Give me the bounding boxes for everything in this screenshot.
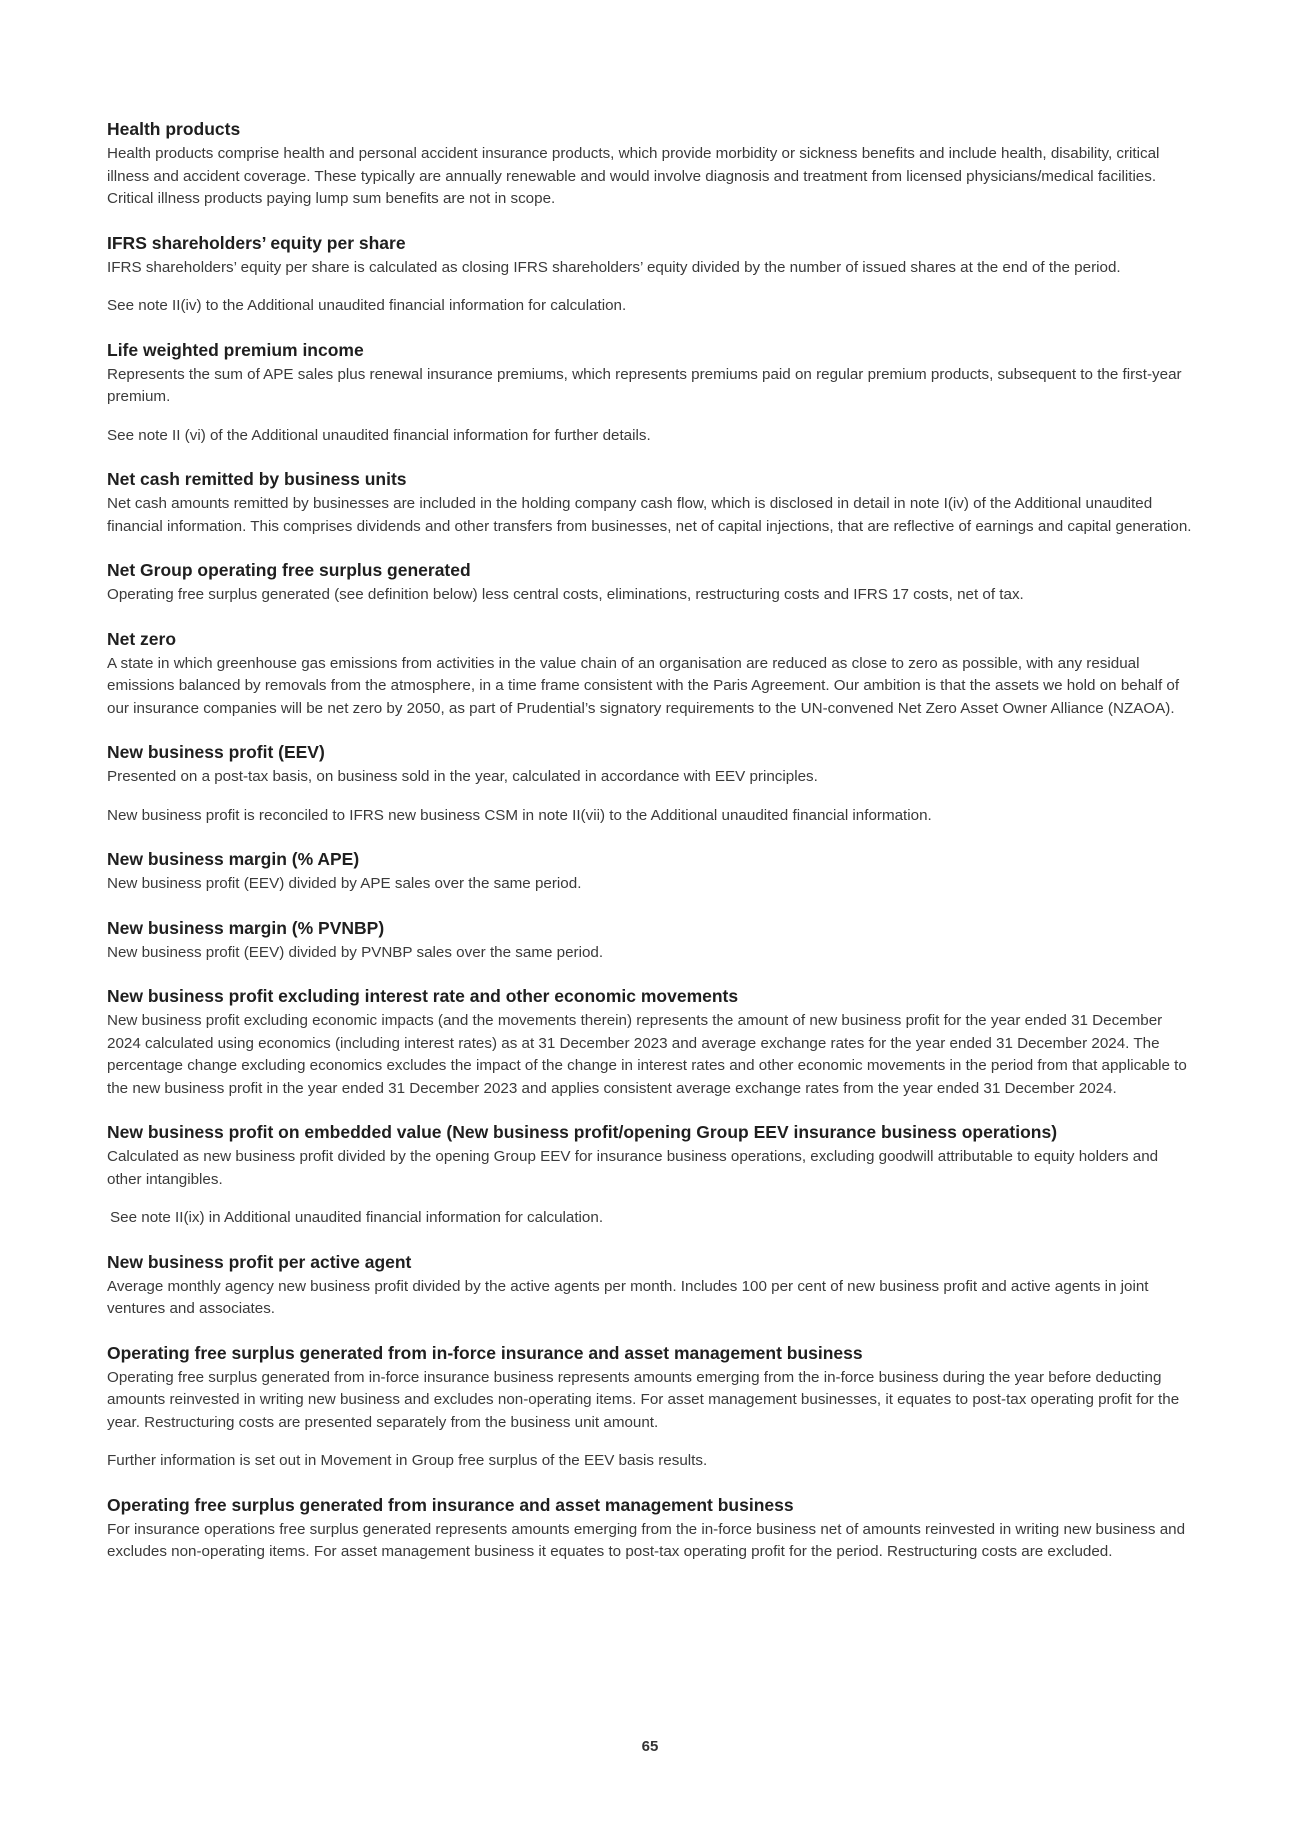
entry-health-products: [107, 118, 1195, 211]
entry-nbp-on-embedded-value: [107, 1121, 1195, 1230]
entry-nbp-per-active-agent: [107, 1251, 1195, 1321]
entry-paragraph: A state in which greenhouse gas emissions from activities in the value chain of an organisation are reduced as close to zero as possible, with any residual emissions balanced by removals from the atmosphere, in a time frame consistent with the Paris Agreement. Our ambition is that the assets we hold on behalf of our insurance companies will be net zero by 2050, as part of Prudential’s signatory requirements to the UN-convened Net Zero Asset Owner Alliance (NZAOA).: [107, 654, 1180, 717]
entry-paragraph: Operating free surplus generated (see definition below) less central costs, eliminations, restructuring costs and IFRS 17 costs, net of tax.: [107, 586, 1024, 603]
entry-paragraph: See note II (vi) of the Additional unaudited financial information for further details.: [107, 426, 651, 444]
entry-ofs-insurance-asset-management: [107, 1494, 1195, 1564]
entry-paragraph: New business profit (EEV) divided by APE sales over the same period.: [107, 875, 582, 892]
entry-title: New business profit (EEV): [107, 742, 325, 762]
entry-paragraph: See note II(ix) in Additional unaudited financial information for calculation.: [110, 1209, 604, 1226]
entry-paragraph: See note II(iv) to the Additional unaudited financial information for calculation.: [107, 297, 627, 314]
entry-paragraph: Represents the sum of APE sales plus renewal insurance premiums, which represents premiums paid on regular premium products, subsequent to the first-year premium.: [107, 365, 1182, 405]
entry-net-group-operating-free-surplus: [107, 559, 1195, 607]
entry-title: New business profit on embedded value (New business profit/opening Group EEV insurance business operations): [107, 1122, 1058, 1142]
entry-title: New business margin (% APE): [107, 849, 360, 869]
entry-paragraph: New business profit is reconciled to IFRS new business CSM in note II(vii) to the Additional unaudited financial information.: [107, 806, 932, 824]
document-page: [107, 118, 1195, 1585]
entry-paragraph: Health products comprise health and personal accident insurance products, which provide morbidity or sickness benefits and include health, disability, critical illness and accident coverage. These typically are annually renewable and would involve diagnosis and treatment from licensed physicians/medical facilities. Critical illness products paying lump sum benefits are not in scope.: [107, 145, 1160, 207]
entry-paragraph: Calculated as new business profit divided by the opening Group EEV for insurance business operations, excluding goodwill attributable to equity holders and other intangibles.: [107, 1148, 1159, 1188]
entry-paragraph: IFRS shareholders’ equity per share is calculated as closing IFRS shareholders’ equity divided by the number of issued shares at the end of the period.: [107, 258, 1121, 276]
entry-title: New business profit per active agent: [107, 1251, 412, 1272]
entry-paragraph: Average monthly agency new business profit divided by the active agents per month. Includes 100 per cent of new business profit and active agents in joint ventures and associates.: [107, 1277, 1149, 1317]
entry-paragraph: Further information is set out in Movement in Group free surplus of the EEV basis results.: [107, 1452, 708, 1469]
entry-title: New business margin (% PVNBP): [107, 917, 385, 938]
entry-new-business-margin-pvnbp: [107, 917, 1195, 965]
entry-net-zero: [107, 628, 1195, 721]
entry-nbp-excluding-economic-movements: [107, 985, 1195, 1100]
entry-ifrs-equity-per-share: [107, 232, 1195, 318]
entry-new-business-margin-ape: [107, 848, 1195, 896]
page-number: 65: [641, 1738, 659, 1755]
entry-title: IFRS shareholders’ equity per share: [107, 232, 406, 253]
entry-title: Net zero: [107, 628, 177, 649]
entry-paragraph: New business profit excluding economic impacts (and the movements therein) represents the amount of new business profit for the year ended 31 December 2024 calculated using economics (including interest rates) as at 31 December 2023 and average exchange rates for the year ended 31 December 2024. The percentage change excluding economics excludes the impact of the change in interest rates and other economic movements in the period from that applicable to the new business profit in the year ended 31 December 2023 and applies consistent average exchange rates from the year ended 31 December 2024.: [107, 1012, 1187, 1097]
entry-title: New business profit excluding interest rate and other economic movements: [107, 986, 739, 1006]
entry-title: Net Group operating free surplus generated: [107, 560, 471, 580]
entry-net-cash-remitted: [107, 468, 1195, 538]
entry-paragraph: New business profit (EEV) divided by PVNBP sales over the same period.: [107, 943, 604, 961]
entry-paragraph: Presented on a post-tax basis, on business sold in the year, calculated in accordance with EEV principles.: [107, 768, 818, 785]
entry-title: Health products: [107, 119, 241, 139]
entry-title: Operating free surplus generated from insurance and asset management business: [107, 1494, 794, 1515]
entry-title: Net cash remitted by business units: [107, 469, 407, 489]
entry-ofs-in-force: [107, 1342, 1195, 1473]
entry-paragraph: For insurance operations free surplus generated represents amounts emerging from the in-force business net of amounts reinvested in writing new business and excludes non-operating items. For asset management business it equates to post-tax operating profit for the period. Restructuring costs are excluded.: [107, 1520, 1186, 1560]
entry-life-weighted-premium-income: [107, 339, 1195, 448]
entry-paragraph: Operating free surplus generated from in-force insurance business represents amounts emerging from the in-force business during the year before deducting amounts reinvested in writing new business and excludes non-operating items. For asset management businesses, it equates to post-tax operating profit for the year. Restructuring costs are presented separately from the business unit amount.: [107, 1368, 1180, 1431]
entry-title: Operating free surplus generated from in-force insurance and asset management business: [107, 1342, 863, 1363]
entry-paragraph: Net cash amounts remitted by businesses are included in the holding company cash flow, which is disclosed in detail in note I(iv) of the Additional unaudited financial information. This comprises dividends and other transfers from businesses, net of capital injections, that are reflective of earnings and capital generation.: [107, 495, 1192, 535]
entry-new-business-profit-eev: [107, 741, 1195, 827]
entry-title: Life weighted premium income: [107, 339, 364, 360]
